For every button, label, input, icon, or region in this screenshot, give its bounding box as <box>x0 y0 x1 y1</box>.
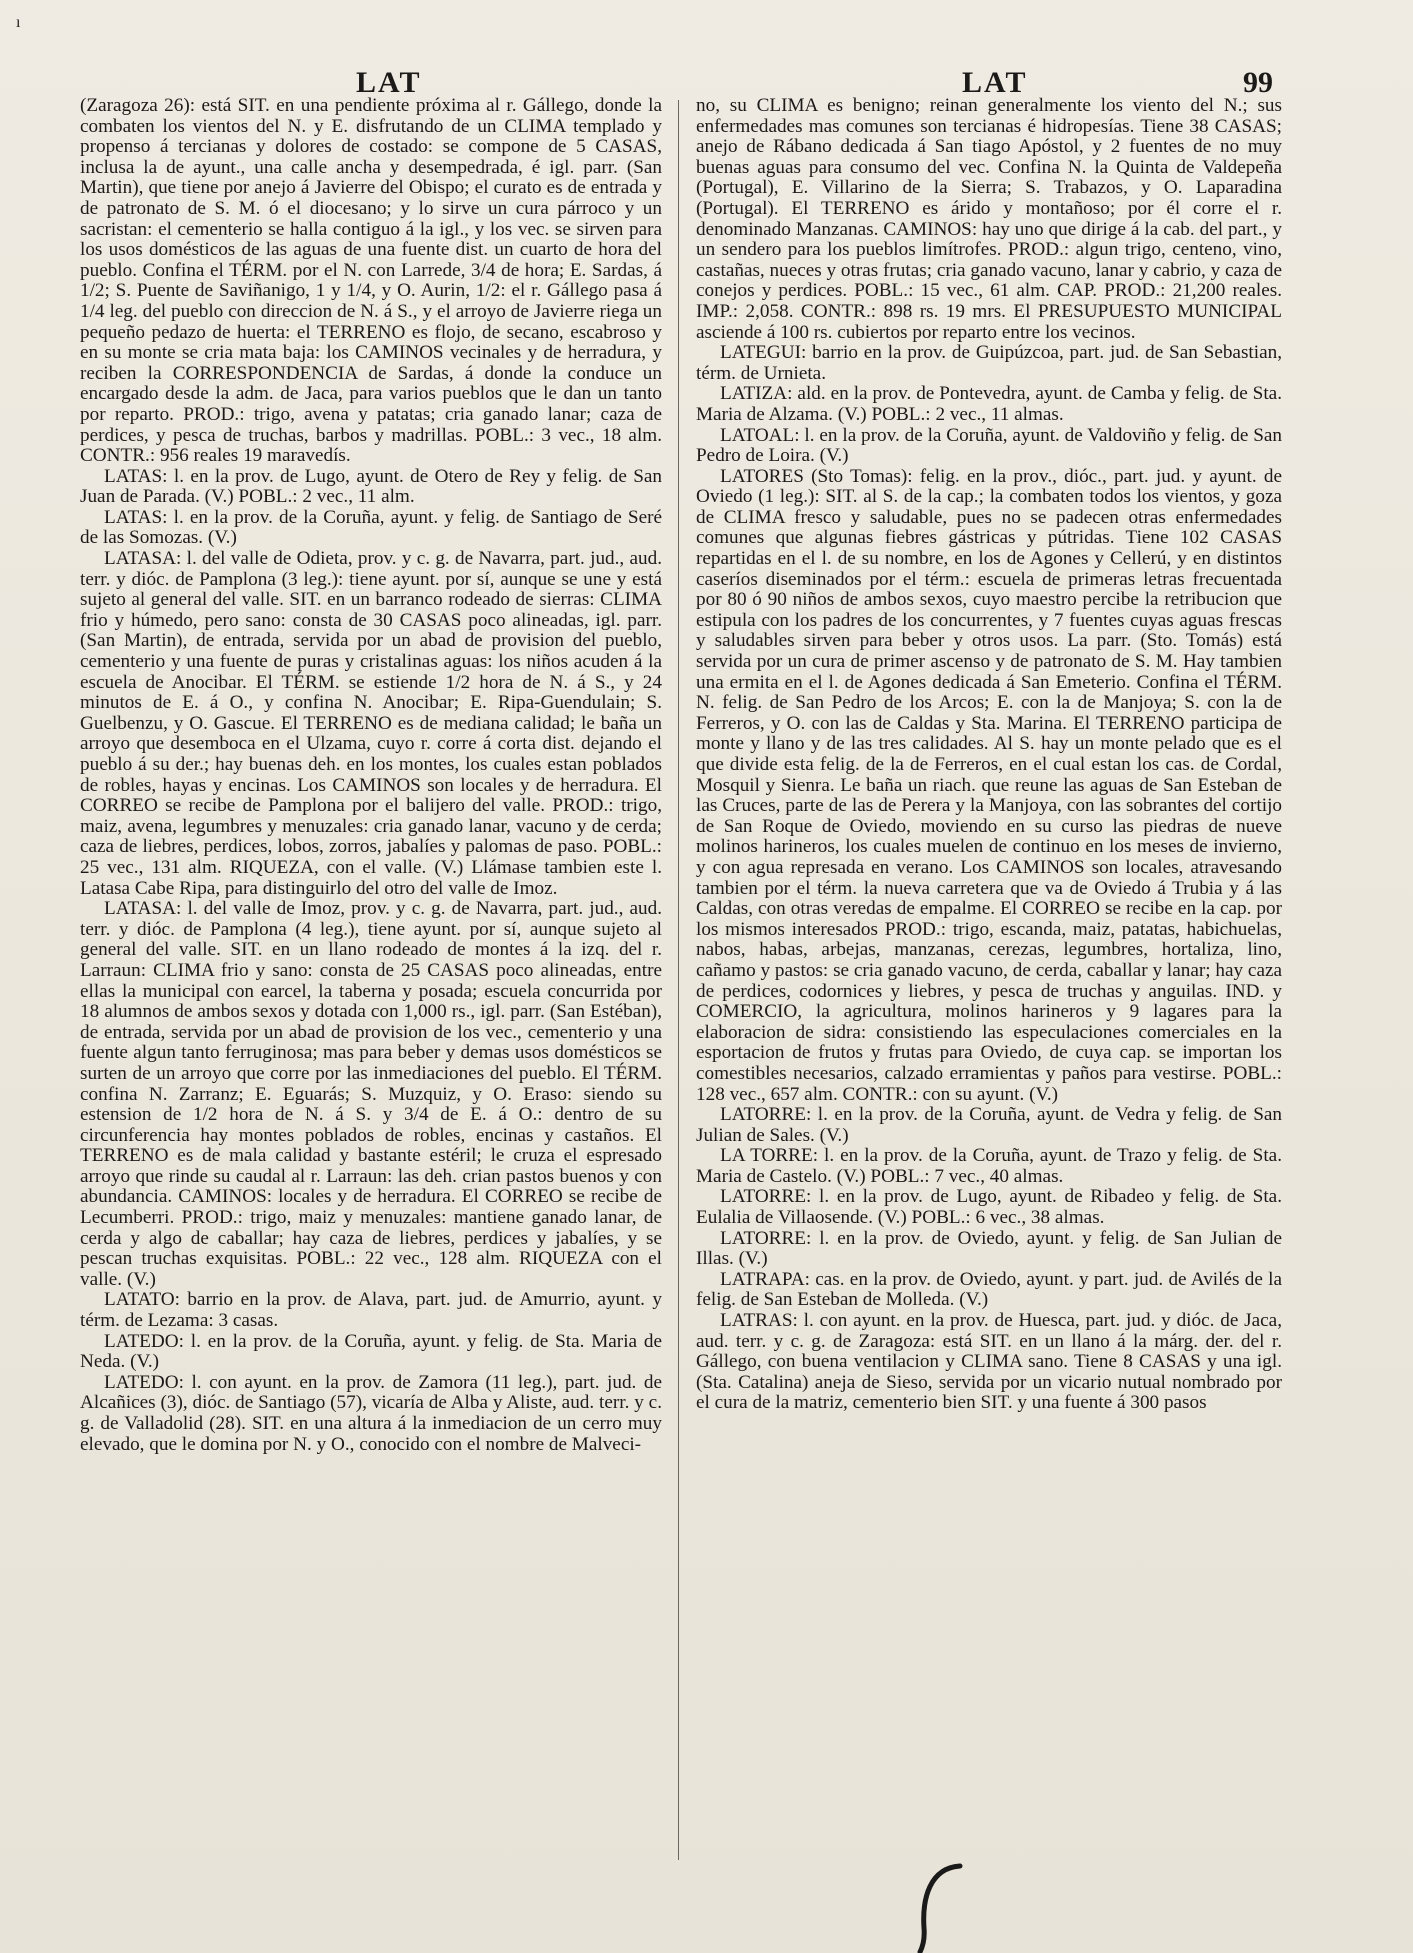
column-divider <box>678 100 679 1860</box>
ink-mark <box>900 1858 980 1953</box>
entry-latrapa: LATRAPA: cas. en la prov. de Oviedo, ayunt. y part. jud. de Avilés de la felig. de San Esteban de Molleda. (V.) <box>696 1268 1282 1311</box>
right-column <box>696 96 1282 1414</box>
entry-latras: LATRAS: l. con ayunt. en la prov. de Huesca, part. jud. y dióc. de Jaca, aud. terr. y c. g. de Zaragoza: está SIT. en un llano á la márg. der. del r. Gállego, con buena ventilacion y CLIMA sano. Tiene 8 CASAS y una igl. (Sta. Catalina) aneja de Sieso, servida por un vicario nutual nombrado por el cura de la matriz, cementerio bien SIT. y una fuente á 300 pasos <box>696 1310 1282 1414</box>
left-column <box>80 96 662 1455</box>
right-running-head: LAT <box>962 66 1028 99</box>
entry-latasa-imoz: LATASA: l. del valle de Imoz, prov. y c. g. de Navarra, part. jud., aud. terr. y dióc. de Pamplona (4 leg.), tiene ayunt. por sí, aunque sujeto al general del valle. SIT. en un llano rodeado de montes á la izq. del r. Larraun: CLIMA frio y sano: consta de 25 CASAS poco alineadas, entre ellas la municipal con earcel, la taberna y posada; escuela concurrida por 18 alumnos de ambos sexos y dotada con 1,000 rs., igl. parr. (San Estéban), de entrada, servida por un abad de provision de los vec., cementerio y una fuente algun tanto ferruginosa; mas para beber y demas usos domésticos se surten de un arroyo que corre por las inmediaciones del pueblo. El TÉRM. confina N. Zarranz; E. Eguarás; S. Muzquiz, y O. Eraso: siendo su estension de 1/2 hora de N. á S. y 3/4 de E. á O.: dentro de su circunferencia hay montes poblados de robles, encinas y castaños. El TERRENO es de mala calidad y bastante estéril; le cruza el espresado arroyo que rinde su caudal al r. Larraun: las deh. crian pastos buenos y con abundancia. CAMINOS: locales y de herradura. El CORREO se recibe de Lecumberri. PROD.: trigo, maiz y menuzales: mantiene ganado lanar, de cerda y algo de caballar; hay caza de liebres, perdices y jabalíes, y se pescan truchas exquisitas. POBL.: 22 vec., 128 alm. RIQUEZA con el valle. (V.) <box>80 898 662 1290</box>
entry-latiza: LATIZA: ald. en la prov. de Pontevedra, ayunt. de Camba y felig. de Sta. Maria de Alzama. (V.) POBL.: 2 vec., 11 almas. <box>696 383 1282 425</box>
entry-latasa-odieta: LATASA: l. del valle de Odieta, prov. y c. g. de Navarra, part. jud., aud. terr. y dióc. de Pamplona (3 leg.): tiene ayunt. por sí, aunque se une y está sujeto al general del valle. SIT. en un barranco rodeado de sierras: CLIMA frio y húmedo, pero sano: consta de 30 CASAS poco alineadas, igl. parr. (San Martin), de entrada, servida por un abad de provision del pueblo, cementerio y una fuente de puras y cristalinas aguas: los niños acuden á la escuela de Anocibar. El TÉRM. se estiende 1/2 hora de N. á S., y 24 minutos de E. á O., y confina N. Anocibar; E. Ripa-Guendulain; S. Guelbenzu, y O. Gascue. El TERRENO es de mediana calidad; le baña un arroyo que desemboca en el Ulzama, cuyo r. corre á corta dist. dejando el pueblo á su der.; hay buenas deh. en los montes, los cuales estan poblados de robles, hayas y encinas. Los CAMINOS son locales y de herradura. El CORREO se recibe de Pamplona por el balijero del valle. PROD.: trigo, maiz, avena, legumbres y menuzales: cria ganado lanar, vacuno y de cerda; caza de liebres, perdices, lobos, zorros, jabalíes y palomas de paso. POBL.: 25 vec., 131 alm. RIQUEZA, con el valle. (V.) Llámase tambien este l. Latasa Cabe Ripa, para distinguirlo del otro del valle de Imoz. <box>80 548 662 899</box>
entry-latas-continued: (Zaragoza 26): está SIT. en una pendiente próxima al r. Gállego, donde la combaten los vientos del N. y E. disfrutando de un CLIMA templado y propenso á tercianas y dolores de costado: se compone de 5 CASAS, inclusa la de ayunt., una calle ancha y desempedrada, é igl. parr. (San Martin), que tiene por anejo á Javierre del Obispo; el curato es de entrada y de patronato de S. M. ó el diocesano; y lo sirve un cura párroco y un sacristan: el cementerio se halla contiguo á la igl., y los vec. se sirven para los usos domésticos de las aguas de una fuente dist. un cuarto de hora del pueblo. Confina el TÉRM. por el N. con Larrede, 3/4 de hora; E. Sardas, á 1/2; S. Puente de Saviñanigo, 1 y 1/4, y O. Aurin, 1/2: el r. Gállego pasa á 1/4 leg. del pueblo con direccion de N. á S., y el arroyo de Javierre riega un pequeño pedazo de huerta: el TERRENO es flojo, de secano, escabroso y en su monte se cria mata baja: los CAMINOS vecinales y de herradura, y reciben la CORRESPONDENCIA de Sardas, á donde la conduce un encargado desde la adm. de Jaca, para varios pueblos que le dan un tanto por reparto. PROD.: trigo, avena y patatas; cria ganado lanar; caza de perdices, y pesca de truchas, barbos y madrillas. POBL.: 3 vec., 18 alm. CONTR.: 956 reales 19 maravedís. <box>80 95 662 467</box>
entry-latas-lugo: LATAS: l. en la prov. de Lugo, ayunt. de Otero de Rey y felig. de San Juan de Parada. (V.) POBL.: 2 vec., 11 alm. <box>80 465 662 508</box>
left-running-head: LAT <box>356 66 422 99</box>
entry-latedo-coruna: LATEDO: l. en la prov. de la Coruña, ayunt. y felig. de Sta. Maria de Neda. (V.) <box>80 1330 662 1373</box>
entry-latorre-illas: LATORRE: l. en la prov. de Oviedo, ayunt. y felig. de San Julian de Illas. (V.) <box>696 1227 1282 1270</box>
entry-latato: LATATO: barrio en la prov. de Alava, part. jud. de Amurrio, ayunt. y térm. de Lezama: 3 casas. <box>80 1289 662 1332</box>
entry-latedo-zamora: LATEDO: l. con ayunt. en la prov. de Zamora (11 leg.), part. jud. de Alcañices (3), dióc. de Santiago (57), vicaría de Alba y Aliste, aud. terr. y c. g. de Valladolid (28). SIT. en una altura á la inmediacion de un cerro muy elevado, que le domina por N. y O., conocido con el nombre de Malveci- <box>80 1371 662 1455</box>
page-number: 99 <box>1243 66 1273 99</box>
entry-latores: LATORES (Sto Tomas): felig. en la prov., dióc., part. jud. y ayunt. de Oviedo (1 leg.): SIT. al S. de la cap.; la combaten todos los vientos, y goza de CLIMA fresco y saludable, pues no se padecen otras enfermedades comunes que algunas fiebres gástricas y pútridas. Tiene 102 CASAS repartidas en el l. de su nombre, en los de Agones y Cellerú, y en distintos caseríos diseminados por el térm.: escuela de primeras letras frecuentada por 80 ó 90 niños de ambos sexos, cuyo maestro percibe la retribucion que estipula con los padres de los concurrentes, y 7 fuentes cuyas aguas frescas y saludables sirven para beber y otros usos. La parr. (Sto. Tomás) está servida por un cura de primer ascenso y de patronato de S. M. Hay tambien una ermita en el l. de Agones dedicada á San Emeterio. Confina el TÉRM. N. felig. de San Pedro de los Arcos; E. con la de Manjoya; S. con la de Ferreros, y O. con las de Caldas y Sta. Marina. El TERRENO participa de monte y llano y de las tres calidades. Al S. hay un monte pelado que es el que divide esta felig. de la de Ferreros, en el cual estan los cas. de Cordal, Mosquil y Sienra. Le baña un riach. que reune las aguas de San Esteban de las Cruces, parte de las de Perera y la Manjoya, con las sobrantes del cortijo de San Roque de Oviedo, moviendo en su curso las piedras de nueve molinos harineros, los cuales muelen de continuo en los meses de invierno, y con agua represada en verano. Los CAMINOS son locales, atravesando tambien por el térm. la nueva carretera que va de Oviedo á Trubia y á las Caldas, con otras veredas de empalme. El CORREO se recibe en la cap. por los mismos interesados PROD.: trigo, escanda, maiz, patatas, habichuelas, nabos, habas, arbejas, manzanas, cerezas, legumbres, hortaliza, lino, cañamo y pastos: se cria ganado vacuno, de cerda, caballar y lanar; hay caza de perdices, codornices y liebres, y pesca de truchas y anguilas. IND. y COMERCIO, la agricultura, molinos harineros y 9 lagares para la elaboracion de sidra: consistiendo las especulaciones comerciales en la esportacion de frutos y frutas para Oviedo, de cuya cap. se importan los comestibles necesarios, calzado erramientas y paños para vestirse. POBL.: 128 vec., 657 alm. CONTR.: con su ayunt. (V.) <box>696 465 1282 1105</box>
entry-lategui: LATEGUI: barrio en la prov. de Guipúzcoa, part. jud. de San Sebastian, térm. de Urnieta. <box>696 342 1282 384</box>
entry-la-torre-trazo: LA TORRE: l. en la prov. de la Coruña, ayunt. de Trazo y felig. de Sta. Maria de Castelo. (V.) POBL.: 7 vec., 40 almas. <box>696 1145 1282 1187</box>
entry-latoal: LATOAL: l. en la prov. de la Coruña, ayunt. de Valdoviño y felig. de San Pedro de Loira. (V.) <box>696 424 1282 467</box>
entry-latas-coruna: LATAS: l. en la prov. de la Coruña, ayunt. y felig. de Santiago de Seré de las Somozas. (V.) <box>80 506 662 549</box>
entry-latorre-vedra: LATORRE: l. en la prov. de la Coruña, ayunt. de Vedra y felig. de San Julian de Sales. (V.) <box>696 1104 1282 1146</box>
entry-latedo-continued: no, su CLIMA es benigno; reinan generalmente los viento del N.; sus enfermedades mas comunes son tercianas é hidropesías. Tiene 38 CASAS; anejo de Rábano dedicada á San tiago Apóstol, y 2 fuentes de no muy buenas aguas para consumo del vec. Confina N. la Quinta de Valdepeña (Portugal), E. Villarino de la Sierra; S. Trabazos, y O. Laparadina (Portugal). El TERRENO es árido y montañoso; por él corre el r. denominado Manzanas. CAMINOS: hay uno que dirige á la cab. del part., y un sendero para los pueblos limítrofes. PROD.: algun trigo, centeno, vino, castañas, nueces y otras frutas; cria ganado vacuno, lanar y cabrio, y caza de conejos y perdices. POBL.: 15 vec., 61 alm. CAP. PROD.: 21,200 reales. IMP.: 2,058. CONTR.: 898 rs. 19 mrs. El PRESUPUESTO MUNICIPAL asciende á 100 rs. cubiertos por reparto entre los vecinos. <box>696 95 1283 343</box>
corner-mark: ı <box>16 14 21 31</box>
entry-latorre-ribadeo: LATORRE: l. en la prov. de Lugo, ayunt. de Ribadeo y felig. de Sta. Eulalia de Villaosende. (V.) POBL.: 6 vec., 38 almas. <box>696 1186 1282 1229</box>
